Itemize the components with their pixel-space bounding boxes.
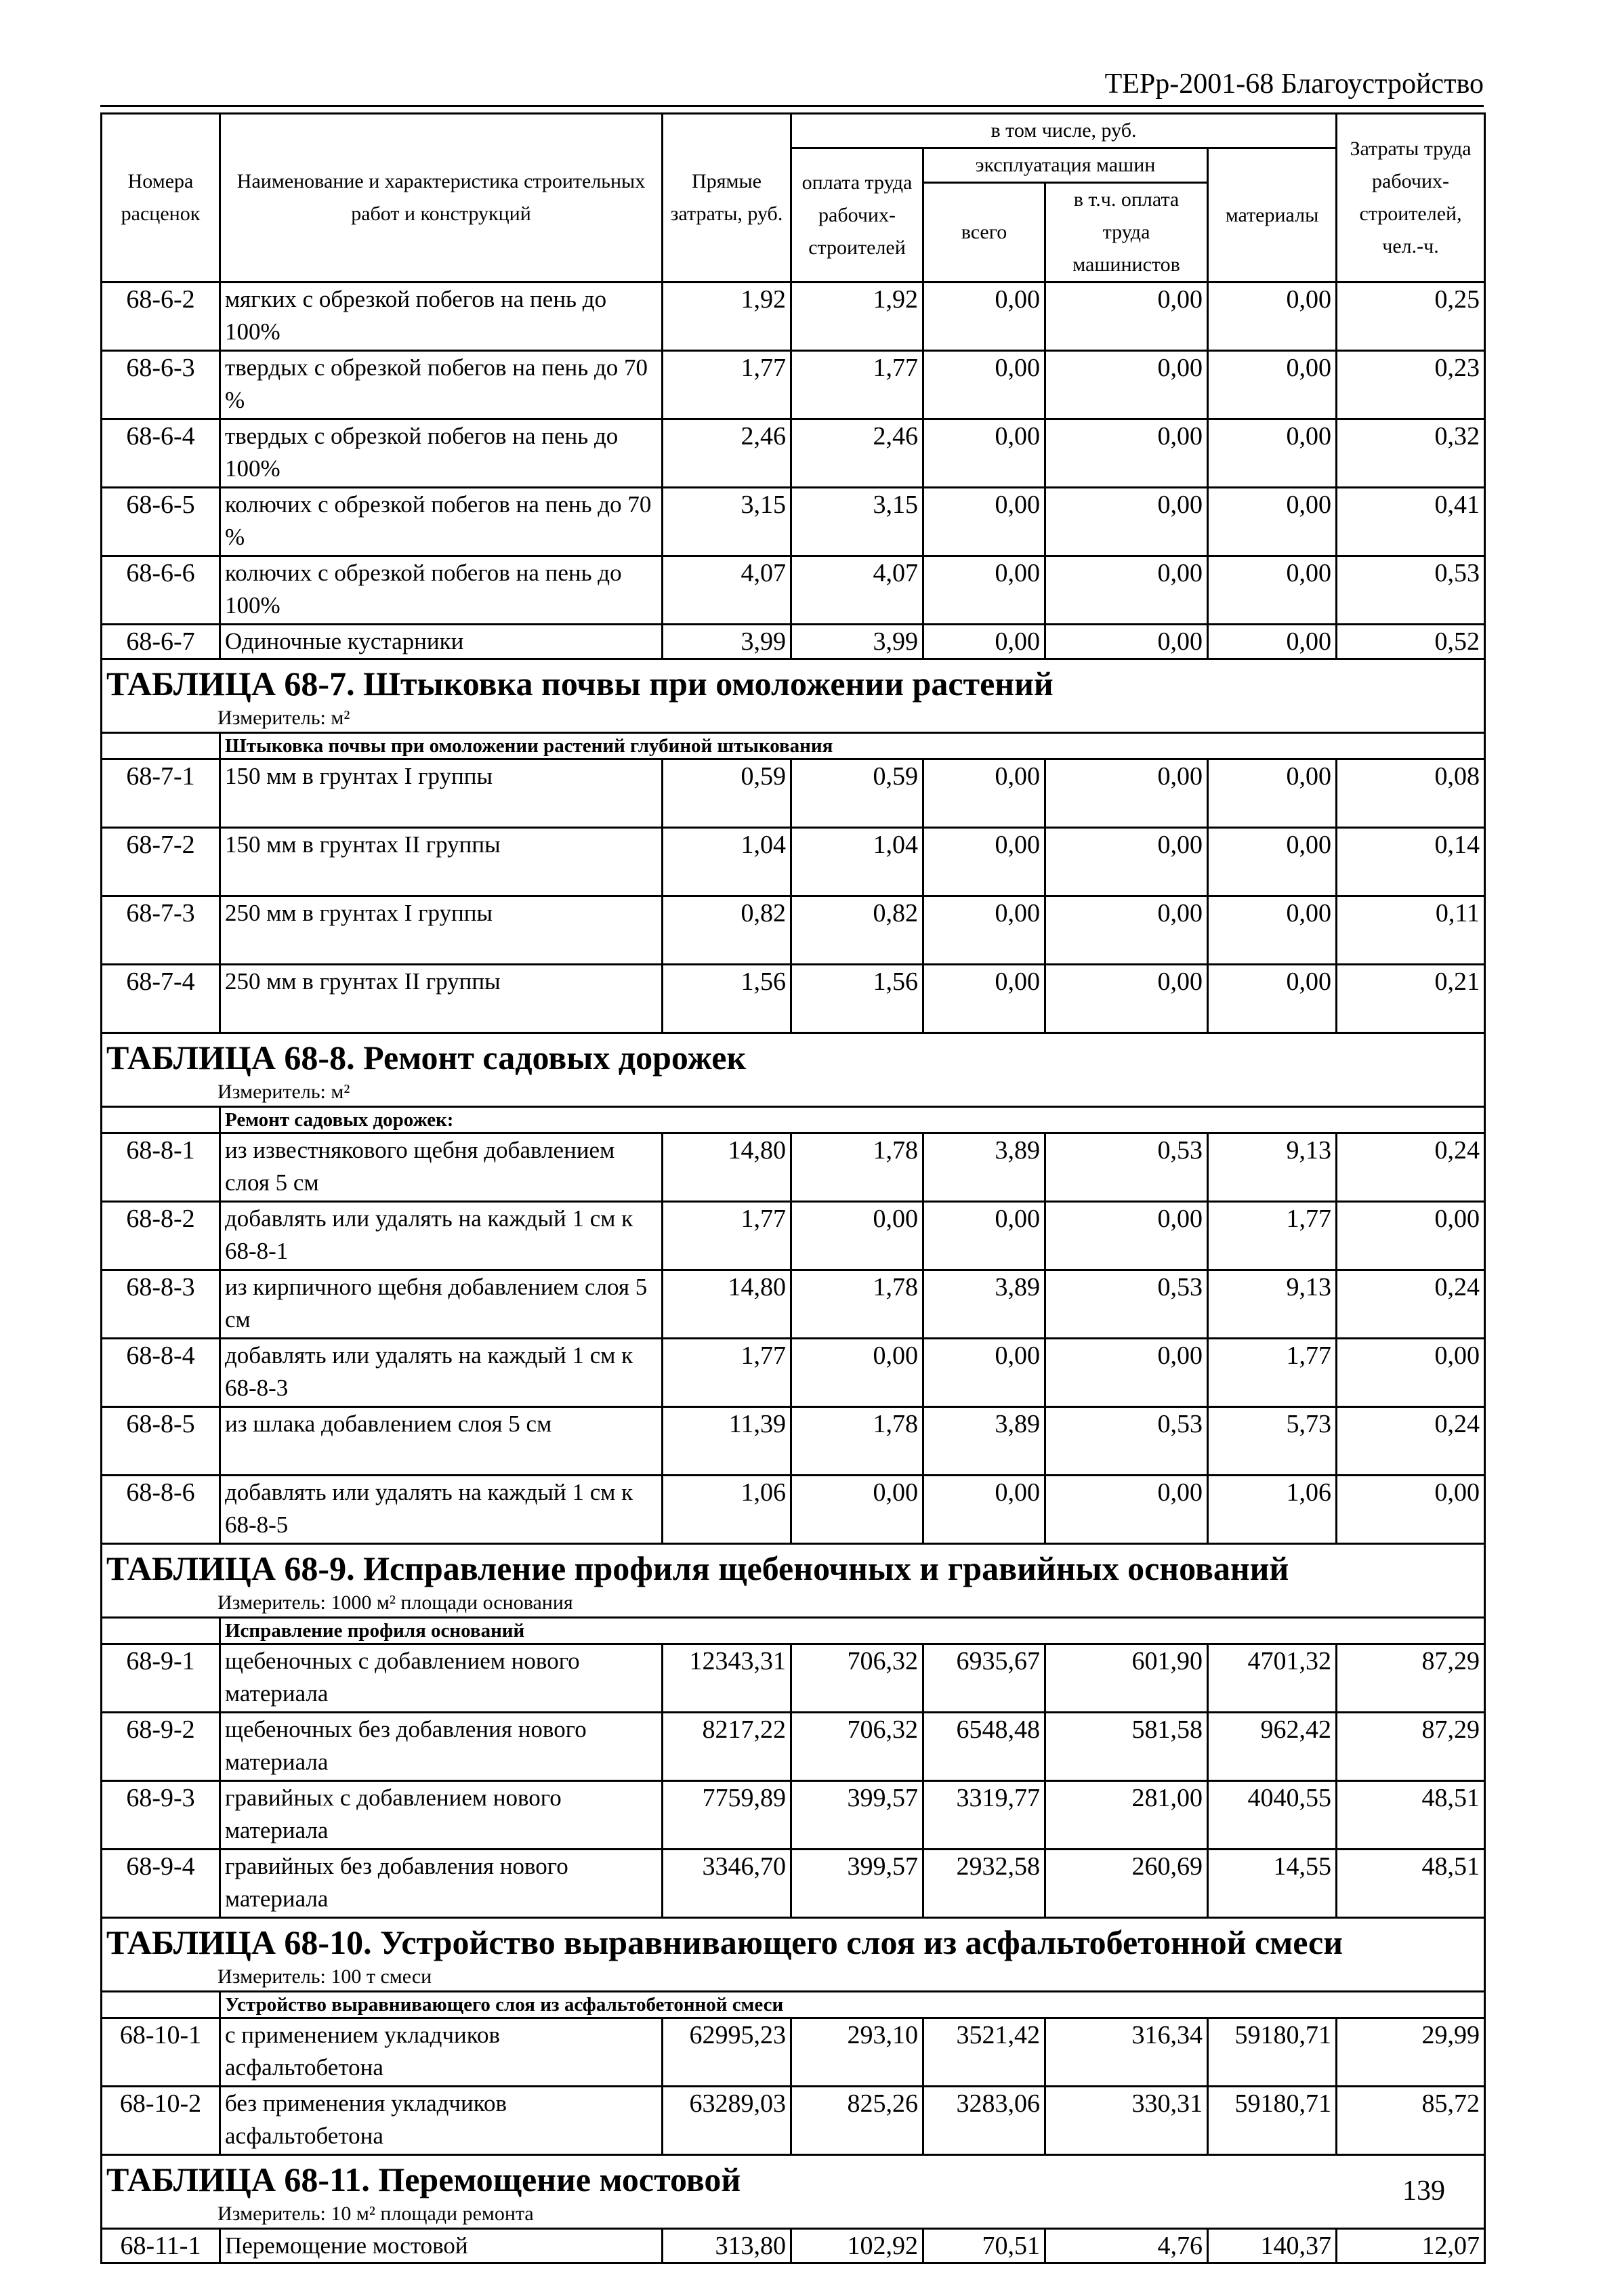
labor-cost: 1,77: [791, 351, 923, 419]
work-description: гравийных без добавления нового материала: [220, 1850, 663, 1918]
col-header-machines-labor: в т.ч. оплата труда машинистов: [1045, 183, 1208, 283]
labor-hours: 0,53: [1337, 556, 1485, 625]
section-measure: Измеритель: 100 т смеси: [102, 1963, 1485, 1992]
labor-hours: 85,72: [1337, 2087, 1485, 2155]
col-header-code: Номера расценок: [102, 114, 220, 283]
table-row: [102, 1644, 1485, 1713]
section-title: ТАБЛИЦА 68-7. Штыковка почвы при омоложении растений: [102, 659, 1485, 705]
labor-hours: 29,99: [1337, 2018, 1485, 2087]
rate-code: 68-11-1: [102, 2229, 220, 2263]
section-title: ТАБЛИЦА 68-10. Устройство выравнивающего слоя из асфальтобетонной смеси: [102, 1918, 1485, 1964]
machinists-labor-cost: 0,53: [1045, 1407, 1208, 1476]
work-description: добавлять или удалять на каждый 1 см к 68-8-3: [220, 1339, 663, 1407]
labor-cost: 706,32: [791, 1713, 923, 1781]
machines-cost: 0,00: [923, 488, 1045, 556]
rate-code: 68-6-5: [102, 488, 220, 556]
table-row: [102, 1133, 1485, 1202]
machinists-labor-cost: 0,00: [1045, 1202, 1208, 1270]
section-title: ТАБЛИЦА 68-9. Исправление профиля щебеночных и гравийных оснований: [102, 1544, 1485, 1590]
col-header-including: в том числе, руб.: [791, 114, 1337, 148]
rate-code: 68-8-1: [102, 1133, 220, 1202]
col-header-machines: эксплуатация машин: [923, 148, 1208, 183]
machinists-labor-cost: 316,34: [1045, 2018, 1208, 2087]
work-description: 250 мм в грунтах I группы: [220, 896, 663, 965]
table-row: [102, 2018, 1485, 2087]
section-subtitle-row: [102, 1107, 1485, 1133]
work-description: щебеночных без добавления нового материала: [220, 1713, 663, 1781]
machinists-labor-cost: 0,00: [1045, 896, 1208, 965]
rate-code: 68-6-6: [102, 556, 220, 625]
machinists-labor-cost: 0,00: [1045, 419, 1208, 488]
machines-cost: 0,00: [923, 351, 1045, 419]
section-measure-row: [102, 1963, 1485, 1992]
direct-cost: 3,15: [663, 488, 791, 556]
labor-cost: 1,78: [791, 1133, 923, 1202]
direct-cost: 12343,31: [663, 1644, 791, 1713]
section-title-row: [102, 2155, 1485, 2201]
machines-cost: 0,00: [923, 283, 1045, 351]
work-description: Перемощение мостовой: [220, 2229, 663, 2263]
labor-hours: 0,24: [1337, 1407, 1485, 1476]
machinists-labor-cost: 0,00: [1045, 351, 1208, 419]
section-title-row: [102, 1918, 1485, 1964]
table-row: [102, 828, 1485, 896]
labor-cost: 4,07: [791, 556, 923, 625]
labor-cost: 293,10: [791, 2018, 923, 2087]
rate-code: 68-7-1: [102, 759, 220, 828]
machinists-labor-cost: 0,00: [1045, 828, 1208, 896]
direct-cost: 1,56: [663, 965, 791, 1033]
rate-code: 68-8-4: [102, 1339, 220, 1407]
work-description: твердых с обрезкой побегов на пень до 100%: [220, 419, 663, 488]
direct-cost: 0,82: [663, 896, 791, 965]
machines-cost: 3,89: [923, 1270, 1045, 1339]
materials-cost: 4040,55: [1208, 1781, 1337, 1850]
direct-cost: 1,92: [663, 283, 791, 351]
direct-cost: 8217,22: [663, 1713, 791, 1781]
materials-cost: 0,00: [1208, 556, 1337, 625]
table-row: [102, 1781, 1485, 1850]
machinists-labor-cost: 0,53: [1045, 1270, 1208, 1339]
rate-code: 68-10-1: [102, 2018, 220, 2087]
direct-cost: 7759,89: [663, 1781, 791, 1850]
direct-cost: 1,04: [663, 828, 791, 896]
labor-cost: 2,46: [791, 419, 923, 488]
rate-code: 68-8-2: [102, 1202, 220, 1270]
labor-cost: 0,00: [791, 1202, 923, 1270]
empty-cell: [102, 1618, 220, 1644]
machines-cost: 0,00: [923, 556, 1045, 625]
labor-hours: 0,00: [1337, 1476, 1485, 1544]
materials-cost: 0,00: [1208, 351, 1337, 419]
machines-cost: 6548,48: [923, 1713, 1045, 1781]
labor-hours: 0,00: [1337, 1202, 1485, 1270]
labor-cost: 102,92: [791, 2229, 923, 2263]
section-measure: Измеритель: 1000 м² площади основания: [102, 1589, 1485, 1618]
rate-code: 68-6-3: [102, 351, 220, 419]
table-row: [102, 1407, 1485, 1476]
materials-cost: 9,13: [1208, 1133, 1337, 1202]
materials-cost: 0,00: [1208, 283, 1337, 351]
materials-cost: 1,06: [1208, 1476, 1337, 1544]
materials-cost: 5,73: [1208, 1407, 1337, 1476]
section-subtitle: Исправление профиля оснований: [220, 1618, 1485, 1644]
machines-cost: 3,89: [923, 1407, 1045, 1476]
work-description: твердых с обрезкой побегов на пень до 70 %: [220, 351, 663, 419]
table-row: [102, 1850, 1485, 1918]
machinists-labor-cost: 0,00: [1045, 1476, 1208, 1544]
labor-hours: 0,08: [1337, 759, 1485, 828]
labor-hours: 0,41: [1337, 488, 1485, 556]
machinists-labor-cost: 281,00: [1045, 1781, 1208, 1850]
rate-code: 68-6-7: [102, 625, 220, 659]
work-description: из кирпичного щебня добавлением слоя 5 см: [220, 1270, 663, 1339]
labor-cost: 1,04: [791, 828, 923, 896]
machinists-labor-cost: 0,00: [1045, 965, 1208, 1033]
empty-cell: [102, 1992, 220, 2018]
table-row: [102, 351, 1485, 419]
materials-cost: 59180,71: [1208, 2018, 1337, 2087]
materials-cost: 0,00: [1208, 488, 1337, 556]
work-description: колючих с обрезкой побегов на пень до 100%: [220, 556, 663, 625]
work-description: Одиночные кустарники: [220, 625, 663, 659]
machines-cost: 6935,67: [923, 1644, 1045, 1713]
materials-cost: 0,00: [1208, 896, 1337, 965]
section-title-row: [102, 659, 1485, 705]
section-measure-row: [102, 1079, 1485, 1107]
labor-hours: 0,52: [1337, 625, 1485, 659]
labor-hours: 0,21: [1337, 965, 1485, 1033]
work-description: из известнякового щебня добавлением слоя 5 см: [220, 1133, 663, 1202]
table-row: [102, 1339, 1485, 1407]
page-number: 139: [1402, 2175, 1445, 2207]
table-row: [102, 2229, 1485, 2263]
labor-hours: 87,29: [1337, 1713, 1485, 1781]
table-row: [102, 625, 1485, 659]
labor-hours: 0,00: [1337, 1339, 1485, 1407]
rate-code: 68-9-1: [102, 1644, 220, 1713]
machines-cost: 0,00: [923, 1339, 1045, 1407]
machines-cost: 3283,06: [923, 2087, 1045, 2155]
machines-cost: 70,51: [923, 2229, 1045, 2263]
work-description: без применения укладчиков асфальтобетона: [220, 2087, 663, 2155]
machines-cost: 2932,58: [923, 1850, 1045, 1918]
machines-cost: 3319,77: [923, 1781, 1045, 1850]
direct-cost: 1,77: [663, 1339, 791, 1407]
direct-cost: 14,80: [663, 1133, 791, 1202]
table-row: [102, 419, 1485, 488]
materials-cost: 14,55: [1208, 1850, 1337, 1918]
table-row: [102, 896, 1485, 965]
direct-cost: 14,80: [663, 1270, 791, 1339]
labor-hours: 0,23: [1337, 351, 1485, 419]
work-description: добавлять или удалять на каждый 1 см к 68-8-5: [220, 1476, 663, 1544]
labor-cost: 0,00: [791, 1339, 923, 1407]
rates-table: [100, 112, 1486, 2264]
col-header-labor-hours: Затраты труда рабочих-строителей, чел.-ч.: [1337, 114, 1485, 283]
table-row: [102, 283, 1485, 351]
materials-cost: 1,77: [1208, 1339, 1337, 1407]
direct-cost: 313,80: [663, 2229, 791, 2263]
labor-cost: 399,57: [791, 1781, 923, 1850]
labor-hours: 87,29: [1337, 1644, 1485, 1713]
machines-cost: 0,00: [923, 965, 1045, 1033]
direct-cost: 3346,70: [663, 1850, 791, 1918]
labor-hours: 0,32: [1337, 419, 1485, 488]
col-header-materials: материалы: [1208, 148, 1337, 283]
materials-cost: 0,00: [1208, 759, 1337, 828]
col-header-direct: Прямые затраты, руб.: [663, 114, 791, 283]
rate-code: 68-10-2: [102, 2087, 220, 2155]
materials-cost: 0,00: [1208, 419, 1337, 488]
machinists-labor-cost: 4,76: [1045, 2229, 1208, 2263]
work-description: добавлять или удалять на каждый 1 см к 68-8-1: [220, 1202, 663, 1270]
rate-code: 68-6-4: [102, 419, 220, 488]
direct-cost: 63289,03: [663, 2087, 791, 2155]
rate-code: 68-7-2: [102, 828, 220, 896]
labor-cost: 1,78: [791, 1270, 923, 1339]
rate-code: 68-7-3: [102, 896, 220, 965]
rate-code: 68-8-3: [102, 1270, 220, 1339]
direct-cost: 1,77: [663, 1202, 791, 1270]
table-row: [102, 759, 1485, 828]
header-rule: [100, 105, 1484, 107]
labor-cost: 0,00: [791, 1476, 923, 1544]
materials-cost: 59180,71: [1208, 2087, 1337, 2155]
labor-cost: 0,59: [791, 759, 923, 828]
machinists-labor-cost: 260,69: [1045, 1850, 1208, 1918]
rate-code: 68-8-6: [102, 1476, 220, 1544]
materials-cost: 9,13: [1208, 1270, 1337, 1339]
rate-code: 68-8-5: [102, 1407, 220, 1476]
materials-cost: 0,00: [1208, 625, 1337, 659]
empty-cell: [102, 733, 220, 759]
direct-cost: 1,06: [663, 1476, 791, 1544]
table-head: [102, 114, 1485, 283]
col-header-labor: оплата труда рабочих-строителей: [791, 148, 923, 283]
labor-hours: 0,14: [1337, 828, 1485, 896]
labor-cost: 0,82: [791, 896, 923, 965]
machinists-labor-cost: 601,90: [1045, 1644, 1208, 1713]
table-row: [102, 556, 1485, 625]
section-measure: Измеритель: 10 м² площади ремонта: [102, 2200, 1485, 2229]
materials-cost: 140,37: [1208, 2229, 1337, 2263]
materials-cost: 0,00: [1208, 965, 1337, 1033]
rate-code: 68-6-2: [102, 283, 220, 351]
rate-code: 68-9-3: [102, 1781, 220, 1850]
section-measure-row: [102, 2200, 1485, 2229]
rates-table-container: [100, 112, 1484, 2264]
section-subtitle-row: [102, 733, 1485, 759]
machines-cost: 0,00: [923, 828, 1045, 896]
machines-cost: 0,00: [923, 759, 1045, 828]
table-row: [102, 1270, 1485, 1339]
section-subtitle: Ремонт садовых дорожек:: [220, 1107, 1485, 1133]
machinists-labor-cost: 0,00: [1045, 759, 1208, 828]
machinists-labor-cost: 0,53: [1045, 1133, 1208, 1202]
table-row: [102, 1476, 1485, 1544]
section-subtitle-row: [102, 1618, 1485, 1644]
machinists-labor-cost: 0,00: [1045, 488, 1208, 556]
materials-cost: 1,77: [1208, 1202, 1337, 1270]
rate-code: 68-7-4: [102, 965, 220, 1033]
direct-cost: 4,07: [663, 556, 791, 625]
labor-hours: 0,24: [1337, 1133, 1485, 1202]
machinists-labor-cost: 0,00: [1045, 283, 1208, 351]
rate-code: 68-9-2: [102, 1713, 220, 1781]
machinists-labor-cost: 0,00: [1045, 625, 1208, 659]
section-measure: Измеритель: м²: [102, 705, 1485, 733]
machines-cost: 0,00: [923, 896, 1045, 965]
machines-cost: 3521,42: [923, 2018, 1045, 2087]
table-row: [102, 965, 1485, 1033]
machines-cost: 0,00: [923, 419, 1045, 488]
labor-cost: 1,92: [791, 283, 923, 351]
work-description: мягких с обрезкой побегов на пень до 100%: [220, 283, 663, 351]
labor-hours: 12,07: [1337, 2229, 1485, 2263]
section-title-row: [102, 1033, 1485, 1079]
section-title-row: [102, 1544, 1485, 1590]
col-header-name: Наименование и характеристика строительных работ и конструкций: [220, 114, 663, 283]
machines-cost: 3,89: [923, 1133, 1045, 1202]
empty-cell: [102, 1107, 220, 1133]
labor-cost: 825,26: [791, 2087, 923, 2155]
section-measure-row: [102, 705, 1485, 733]
work-description: 250 мм в грунтах II группы: [220, 965, 663, 1033]
work-description: гравийных с добавлением нового материала: [220, 1781, 663, 1850]
labor-hours: 48,51: [1337, 1781, 1485, 1850]
work-description: из шлака добавлением слоя 5 см: [220, 1407, 663, 1476]
work-description: 150 мм в грунтах I группы: [220, 759, 663, 828]
col-header-machines-total: всего: [923, 183, 1045, 283]
direct-cost: 62995,23: [663, 2018, 791, 2087]
direct-cost: 1,77: [663, 351, 791, 419]
labor-cost: 1,56: [791, 965, 923, 1033]
document-header-title: ТЕРр-2001-68 Благоустройство: [1104, 68, 1484, 100]
work-description: щебеночных с добавлением нового материала: [220, 1644, 663, 1713]
labor-cost: 3,15: [791, 488, 923, 556]
table-row: [102, 1713, 1485, 1781]
machinists-labor-cost: 0,00: [1045, 556, 1208, 625]
section-subtitle-row: [102, 1992, 1485, 2018]
table-row: [102, 488, 1485, 556]
labor-cost: 3,99: [791, 625, 923, 659]
materials-cost: 4701,32: [1208, 1644, 1337, 1713]
section-subtitle: Штыковка почвы при омоложении растений глубиной штыкования: [220, 733, 1485, 759]
section-measure-row: [102, 1589, 1485, 1618]
machines-cost: 0,00: [923, 1476, 1045, 1544]
labor-hours: 0,11: [1337, 896, 1485, 965]
materials-cost: 0,00: [1208, 828, 1337, 896]
work-description: 150 мм в грунтах II группы: [220, 828, 663, 896]
labor-hours: 0,25: [1337, 283, 1485, 351]
section-title: ТАБЛИЦА 68-11. Перемощение мостовой: [102, 2155, 1485, 2201]
labor-hours: 0,24: [1337, 1270, 1485, 1339]
labor-cost: 706,32: [791, 1644, 923, 1713]
table-row: [102, 1202, 1485, 1270]
section-title: ТАБЛИЦА 68-8. Ремонт садовых дорожек: [102, 1033, 1485, 1079]
machinists-labor-cost: 0,00: [1045, 1339, 1208, 1407]
labor-cost: 399,57: [791, 1850, 923, 1918]
labor-hours: 48,51: [1337, 1850, 1485, 1918]
rate-code: 68-9-4: [102, 1850, 220, 1918]
machines-cost: 0,00: [923, 625, 1045, 659]
direct-cost: 3,99: [663, 625, 791, 659]
direct-cost: 0,59: [663, 759, 791, 828]
materials-cost: 962,42: [1208, 1713, 1337, 1781]
section-measure: Измеритель: м²: [102, 1079, 1485, 1107]
table-row: [102, 2087, 1485, 2155]
work-description: с применением укладчиков асфальтобетона: [220, 2018, 663, 2087]
labor-cost: 1,78: [791, 1407, 923, 1476]
direct-cost: 11,39: [663, 1407, 791, 1476]
table-body: [102, 283, 1485, 2263]
work-description: колючих с обрезкой побегов на пень до 70 %: [220, 488, 663, 556]
section-subtitle: Устройство выравнивающего слоя из асфальтобетонной смеси: [220, 1992, 1485, 2018]
machinists-labor-cost: 581,58: [1045, 1713, 1208, 1781]
machinists-labor-cost: 330,31: [1045, 2087, 1208, 2155]
machines-cost: 0,00: [923, 1202, 1045, 1270]
direct-cost: 2,46: [663, 419, 791, 488]
